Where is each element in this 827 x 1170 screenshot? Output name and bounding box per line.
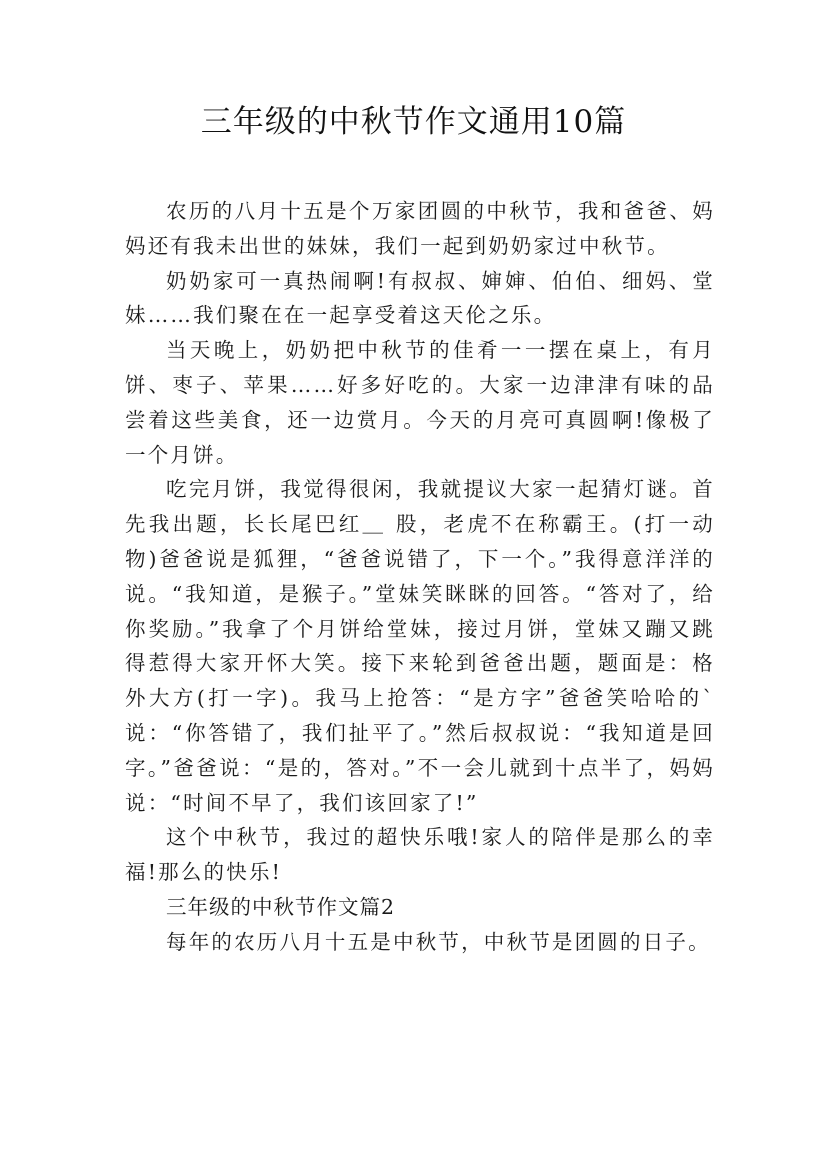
paragraph-6: 每年的农历八月十五是中秋节，中秋节是团圆的日子。 [166, 929, 711, 954]
paragraph-2: 奶奶家可一真热闹啊!有叔叔、婶婶、伯伯、细妈、堂妹……我们聚在在一起享受着这天伦之乐。 [125, 268, 715, 328]
paragraph-3: 当天晚上，奶奶把中秋节的佳肴一一摆在桌上，有月饼、枣子、苹果……好多好吃的。大家一边津津有味的品尝着这些美食，还一边赏月。今天的月亮可真圆啊!像极了一个月饼。 [125, 338, 715, 467]
document-body [125, 194, 715, 960]
document-title: 三年级的中秋节作文通用10篇 [200, 104, 627, 140]
section-heading: 三年级的中秋节作文篇2 [166, 894, 396, 919]
paragraph-5: 这个中秋节，我过的超快乐哦!家人的陪伴是那么的幸福!那么的快乐! [125, 825, 715, 885]
paragraph-4: 吃完月饼，我觉得很闲，我就提议大家一起猜灯谜。首先我出题，长长尾巴红＿ 股，老虎不在称霸王。(打一动物)爸爸说是狐狸，“爸爸说错了，下一个。”我得意洋洋的说。“我知道，是猴子。”堂妹笑眯眯的回答。“答对了，给你奖励。”我拿了个月饼给堂妹，接过月饼，堂妹又蹦又跳得惹得大家开怀大笑。接下来轮到爸爸出题，题面是：格外大方(打一字)。我马上抢答：“是方字”爸爸笑哈哈的`说：“你答错了，我们扯平了。”然后叔叔说：“我知道是回字。”爸爸说：“是的，答对。”不一会儿就到十点半了，妈妈说：“时间不早了，我们该回家了!” [125, 477, 715, 815]
paragraph-1: 农历的八月十五是个万家团圆的中秋节，我和爸爸、妈妈还有我未出世的妹妹，我们一起到奶奶家过中秋节。 [125, 199, 715, 258]
